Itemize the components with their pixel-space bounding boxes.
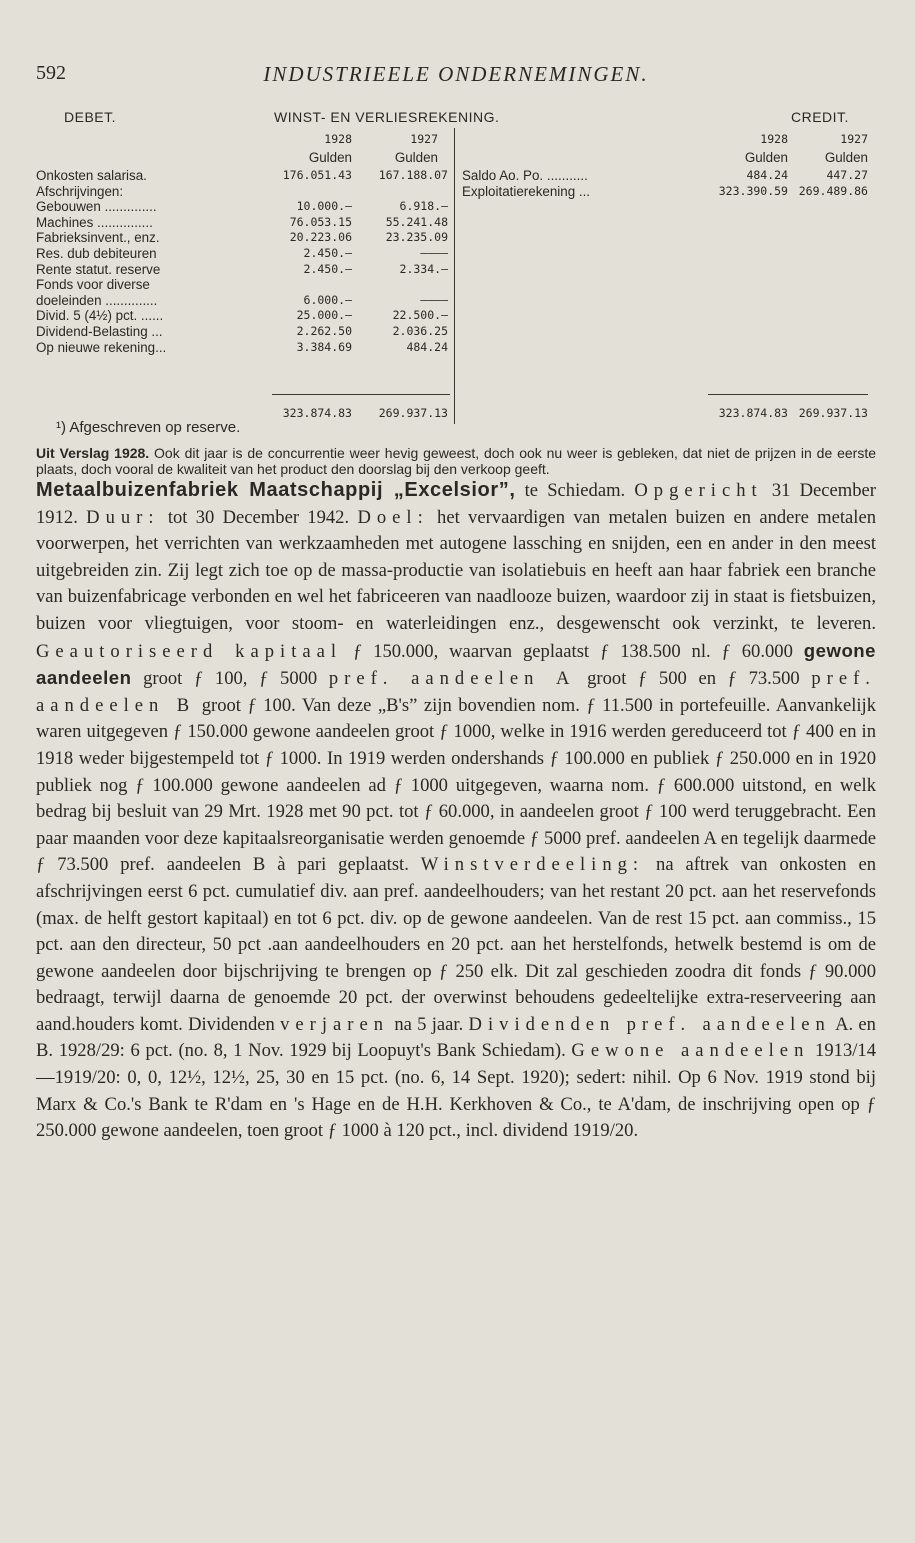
- column-divider: [454, 128, 455, 424]
- kapitaal-text-2: groot ƒ 100, ƒ 5000: [143, 668, 318, 690]
- debit-row-1928: 20.223.06: [289, 230, 352, 245]
- pref-b-label: pref. aandeelen B: [36, 668, 876, 716]
- opgericht-label: Opgericht: [634, 480, 763, 501]
- debet-label: DEBET.: [64, 109, 117, 125]
- body-text: [36, 446, 876, 1145]
- credit-total-1928: 323.874.83: [718, 406, 788, 420]
- credit-row-label: Saldo Ao. Po. ...........: [462, 168, 588, 183]
- debit-row-label: Gebouwen ..............: [36, 199, 157, 215]
- debit-row-label: Fonds voor diverse: [36, 277, 150, 293]
- page-header: [36, 62, 876, 92]
- debit-currency-1927: Gulden: [394, 150, 438, 165]
- debit-total-rule: [272, 394, 450, 395]
- doel-text: het vervaardigen van metalen buizen en andere metalen voorwerpen, het verrichten van werkzaamheden met autogene lassching en snijden, een en ander in den meest uitgebreiden zin. Zij legt zich toe op de massa-productie van isolatiebuis en heeft aan haar fabriek een branche van buizenfabricage verbonden en wel het fabriceeren van naadlooze buizen, waardoor zij in staat is fietsbuizen, buizen voor vliegtuigen, voor stoom- en waterleidingen enz., desgewenscht ook verzinkt, te leveren.: [36, 506, 877, 634]
- kapitaal-label: Geautoriseerd kapitaal: [36, 640, 343, 662]
- annual-report-note: [36, 446, 876, 477]
- pref-a-label: pref. aandeelen A: [328, 668, 576, 690]
- debit-row-label: Divid. 5 (4½) pct. ......: [36, 308, 164, 324]
- kapitaal-text-3: groot ƒ 500 en ƒ 73.500: [587, 668, 800, 690]
- winstverdeeling-text: na aftrek van onkosten en afschrijvingen eerst 6 pct. cumulatief div. aan pref. aandeelhouders; van het restant 20 pct. aan het reservefonds (max. de helft gestort kapitaal) en tot 6 pct. div. op de gewone aandeelen. Van de rest 15 pct. aan commiss., 15 pct. aan den directeur, 50 pct .aan aandeelhouders en 20 pct. aan het herstelfonds, hetwelk bestemd is om de gewone aandeelen door bijschrijving te brengen op ƒ 250 elk. Dit zal geschieden zoodra dit fonds ƒ 90.000 bedraagt, terwijl daarna de genoemde 20 pct. der overwinst behoudens gedeeltelijke extra-reserveering aan aand.houders komt. Dividenden: [36, 854, 877, 1035]
- ledger-title: WINST- EN VERLIESREKENING.: [274, 109, 500, 125]
- debit-total-1927: 269.937.13: [378, 406, 448, 420]
- debit-row-1927: ————: [420, 292, 448, 307]
- verjaren-label: verjaren: [280, 1013, 390, 1035]
- kapitaal-text-4: groot ƒ 100. Van deze „B's” zijn bovendien nom. ƒ 11.500 in portefeuille. Aanvankelijk waren uitgegeven ƒ 150.000 gewone aandeelen groot ƒ 1000, welke in 1916 werden gereduceerd tot ƒ 400 en in 1918 weder bijgestempeld tot ƒ 1000. In 1919 werden ondershands ƒ 100.000 en publiek ƒ 250.000 en in 1920 publiek nog ƒ 100.000 gewone aandeelen ad ƒ 1000 uitgegeven, waarna nom. ƒ 600.000 uitstond, en welk bedrag bij besluit van 29 Mrt. 1928 met 90 pct. tot ƒ 60.000, in aandeelen groot ƒ 100 werd teruggebracht. Een paar maanden voor deze kapitaalsreorganisatie werden genoemde ƒ 5000 pref. aandeelen A en tegelijk daarmede ƒ 73.500 pref. aandeelen B à pari geplaatst.: [36, 694, 877, 876]
- credit-total-1927: 269.937.13: [798, 406, 868, 420]
- dividenden-pref-label: Dividenden pref. aandeelen: [468, 1013, 831, 1035]
- debit-row-1927: 484.24: [406, 339, 448, 354]
- debit-row-1927: 167.188.07: [378, 168, 448, 182]
- credit-row-1927: 269.489.86: [798, 183, 868, 198]
- debit-year-1927: 1927: [410, 132, 438, 146]
- debit-row-1928: 2.450.—: [303, 261, 352, 276]
- debit-year-1928: 1928: [324, 132, 352, 146]
- debit-row-label: Machines ...............: [36, 214, 153, 230]
- debit-row-label: doeleinden ..............: [36, 292, 158, 308]
- gewone-aandeelen-label: gewone aandeelen: [36, 639, 876, 689]
- credit-row-1928: 323.390.59: [718, 183, 788, 198]
- debit-row-label: Rente statut. reserve: [36, 261, 161, 277]
- debit-total-1928: 323.874.83: [282, 406, 352, 420]
- gewone-aandeelen-div-label: Gewone aandeelen: [571, 1040, 810, 1062]
- credit-label: CREDIT.: [791, 109, 849, 125]
- credit-row-label: Exploitatierekening ...: [462, 183, 591, 199]
- doel-label: Doel:: [357, 506, 429, 528]
- report-lead: Uit Verslag 1928.: [36, 445, 150, 461]
- report-text: Ook dit jaar is de concurrentie weer hevig geweest, doch ook nu weer is gebleken, dat niet de prijzen in de eerste plaats, doch vooral de kwaliteit van het product den doorslag bij den verkoop geeft.: [36, 445, 876, 477]
- debit-row-label: Onkosten salarisa.: [36, 168, 147, 183]
- debit-row-1927: 55.241.48: [385, 214, 448, 229]
- ledger-footnote: ¹) Afgeschreven op reserve.: [56, 419, 241, 436]
- running-title: INDUSTRIEELE ONDERNEMINGEN.: [263, 62, 649, 86]
- debit-row-1928: 10.000.—: [296, 199, 352, 214]
- debit-row-label: Fabrieksinvent., enz.: [36, 230, 160, 246]
- page-number: 592: [36, 62, 66, 84]
- duur-label: Duur:: [86, 506, 160, 528]
- debit-row-1927: 2.334.—: [399, 261, 448, 276]
- credit-currency-1928: Gulden: [744, 150, 788, 165]
- verjaren-text: na 5 jaar.: [394, 1013, 464, 1035]
- debit-row-1928: 76.053.15: [289, 214, 352, 229]
- dividenden-pref-text: A. en B. 1928/29: 6 pct. (no. 8, 1 Nov. 1929 bij Loopuyt's Bank Schiedam).: [36, 1013, 876, 1062]
- company-entry: [36, 477, 876, 1145]
- credit-year-1927: 1927: [840, 132, 868, 146]
- credit-year-1928: 1928: [760, 132, 788, 146]
- profit-loss-account: [36, 110, 876, 440]
- credit-row-1928: 484.24: [746, 168, 788, 182]
- debit-row-1928: 3.384.69: [296, 339, 352, 354]
- kapitaal-text-1: ƒ 150.000, waarvan geplaatst ƒ 138.500 nl. ƒ 60.000: [352, 640, 793, 662]
- debit-row-1927: ————: [420, 246, 448, 260]
- debit-row-1927: 22.500.—: [392, 308, 448, 323]
- debit-row-1927: 2.036.25: [392, 324, 448, 338]
- credit-currency-1927: Gulden: [824, 150, 868, 165]
- debit-row-label: Afschrijvingen:: [36, 183, 124, 199]
- debit-row-label: Res. dub debiteuren: [36, 246, 157, 261]
- debit-row-label: Op nieuwe rekening...: [36, 339, 167, 355]
- credit-row-1927: 447.27: [826, 168, 868, 182]
- debit-row-1928: 176.051.43: [282, 168, 352, 182]
- gewone-aandeelen-div-text: 1913/14—1919/20: 0, 0, 12½, 12½, 25, 30 en 15 pct. (no. 6, 14 Sept. 1920); sedert: nihil. Op 6 Nov. 1919 stond bij Marx & Co.'s Bank te R'dam en 's Hage en de H.H. Kerkhoven & Co., te A'dam, de inschrijving open op ƒ 250.000 gewone aandeelen, toen groot ƒ 1000 à 120 pct., incl. dividend 1919/20.: [36, 1040, 876, 1142]
- company-location: te Schiedam.: [524, 480, 626, 501]
- duur-value: tot 30 December 1942.: [167, 506, 350, 528]
- debit-row-1927: 6.918.—: [399, 199, 448, 214]
- credit-total-rule: [708, 394, 868, 395]
- debit-currency-1928: Gulden: [308, 150, 352, 165]
- company-name: Metaalbuizenfabriek Maatschappij „Excelsior”,: [36, 479, 516, 501]
- debit-row-1928: 6.000.—: [303, 292, 352, 307]
- debit-row-1927: 23.235.09: [385, 230, 448, 245]
- winstverdeeling-label: Winstverdeeling:: [420, 854, 645, 876]
- opgericht-value: 31 December 1912.: [36, 480, 876, 528]
- debit-row-1928: 25.000.—: [296, 308, 352, 323]
- debit-row-label: Dividend-Belasting ...: [36, 324, 163, 339]
- debit-row-1928: 2.450.—: [303, 246, 352, 260]
- debit-row-1928: 2.262.50: [296, 324, 352, 338]
